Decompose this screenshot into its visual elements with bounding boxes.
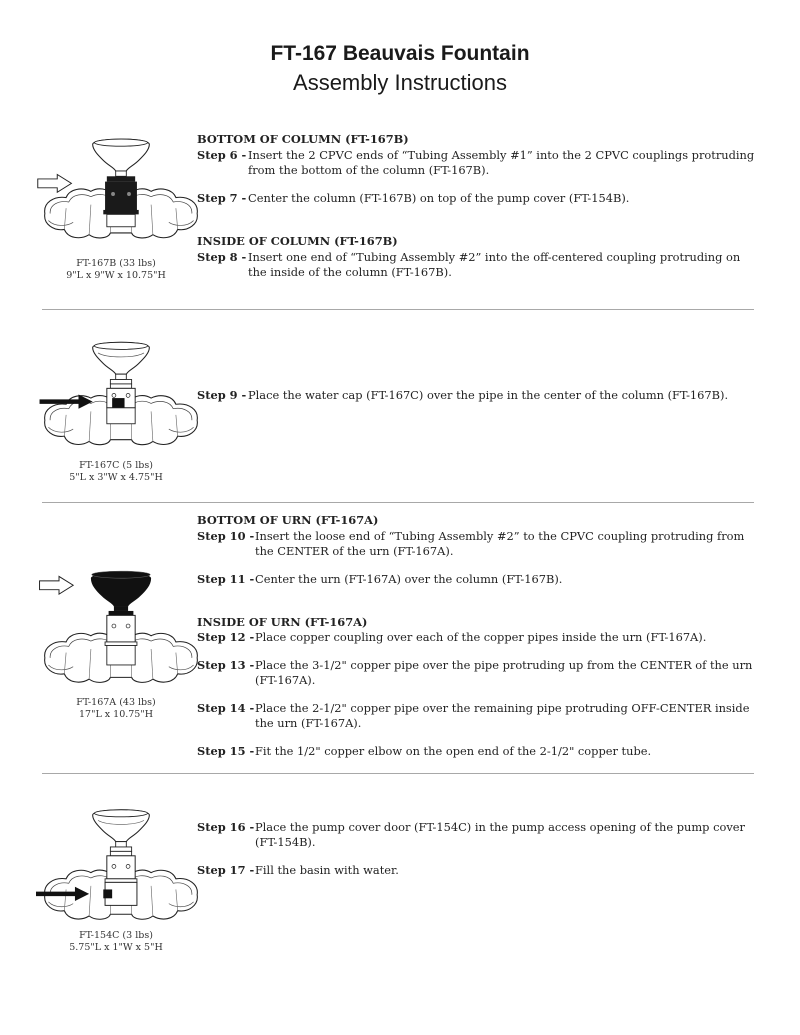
- step-text: Insert one end of “Tubing Assembly #2” into the off-centered coupling protruding on the inside of the column (FT-167B).: [248, 250, 741, 279]
- step-label: Step 6 -: [197, 148, 247, 162]
- document-title: FT-167 Beauvais Fountain: [270, 42, 530, 65]
- part-name: FT-167C (5 lbs): [79, 460, 153, 471]
- part-name: FT-167A (43 lbs): [76, 697, 156, 708]
- step-text: Fill the basin with water.: [255, 863, 399, 877]
- step-15: [197, 744, 757, 760]
- step-label: Step 9 -: [197, 388, 247, 402]
- step-text: Center the urn (FT-167A) over the column (FT-167B).: [255, 572, 563, 586]
- part-dimensions: 17"L x 10.75"H: [78, 709, 153, 720]
- section-divider: [42, 773, 754, 774]
- step-label: Step 17 -: [197, 863, 255, 877]
- step-label: Step 14 -: [197, 701, 255, 715]
- part-dimensions: 5.75"L x 1"W x 5"H: [69, 942, 163, 953]
- step-8: [197, 250, 757, 282]
- step-text: Center the column (FT-167B) on top of the pump cover (FT-154B).: [248, 191, 630, 205]
- step-text: Insert the loose end of “Tubing Assembly #2” to the CPVC coupling protruding from the CENTER of the urn (FT-167A).: [255, 529, 745, 558]
- step-9: [197, 388, 757, 404]
- step-label: Step 8 -: [197, 250, 247, 264]
- figure-caption: [36, 930, 196, 954]
- step-text: Fit the 1/2" copper elbow on the open end of the 2-1/2" copper tube.: [255, 744, 652, 758]
- step-text: Place copper coupling over each of the copper pipes inside the urn (FT-167A).: [255, 630, 707, 644]
- step-12: [197, 630, 757, 646]
- step-17: [197, 863, 757, 879]
- step-label: Step 16 -: [197, 820, 255, 834]
- figure-caption: [36, 697, 196, 721]
- document-subtitle: Assembly Instructions: [293, 70, 507, 95]
- step-text: Place the 2-1/2" copper pipe over the remaining pipe protruding OFF-CENTER inside the urn (FT-167A).: [255, 701, 750, 730]
- fountain-water-cap-illustration: [36, 328, 206, 454]
- step-text: Place the 3-1/2" copper pipe over the pipe protruding up from the CENTER of the urn (FT-167A).: [255, 658, 753, 687]
- figure-caption: [36, 258, 196, 282]
- step-text: Place the water cap (FT-167C) over the pipe in the center of the column (FT-167B).: [248, 388, 729, 402]
- part-dimensions: 5"L x 3"W x 4.75"H: [69, 472, 163, 483]
- part-name: FT-167B (33 lbs): [76, 258, 156, 269]
- part-dimensions: 9"L x 9"W x 10.75"H: [66, 270, 166, 281]
- part-name: FT-154C (3 lbs): [79, 930, 153, 941]
- step-6: [197, 148, 757, 180]
- fountain-urn-illustration: [36, 560, 206, 692]
- step-10: [197, 529, 757, 561]
- fountain-pump-cover-illustration: [36, 795, 206, 929]
- step-11: [197, 572, 757, 588]
- section-divider: [42, 502, 754, 503]
- fountain-column-illustration: [36, 128, 206, 260]
- section-divider: [42, 309, 754, 310]
- step-7: [197, 191, 757, 207]
- step-14: [197, 701, 757, 733]
- figure-caption: [36, 460, 196, 484]
- step-text: Place the pump cover door (FT-154C) in the pump access opening of the pump cover (FT-154B).: [255, 820, 745, 849]
- step-label: Step 7 -: [197, 191, 247, 205]
- section-heading: BOTTOM OF COLUMN (FT-167B): [197, 132, 409, 146]
- step-label: Step 15 -: [197, 744, 255, 758]
- step-label: Step 13 -: [197, 658, 255, 672]
- step-label: Step 12 -: [197, 630, 255, 644]
- step-16: [197, 820, 757, 852]
- step-text: Insert the 2 CPVC ends of “Tubing Assembly #1” into the 2 CPVC couplings protruding from the bottom of the column (FT-167B).: [248, 148, 755, 177]
- step-13: [197, 658, 757, 690]
- step-label: Step 10 -: [197, 529, 255, 543]
- section-heading: INSIDE OF URN (FT-167A): [197, 615, 368, 629]
- step-label: Step 11 -: [197, 572, 255, 586]
- section-heading: BOTTOM OF URN (FT-167A): [197, 513, 379, 527]
- section-heading: INSIDE OF COLUMN (FT-167B): [197, 234, 398, 248]
